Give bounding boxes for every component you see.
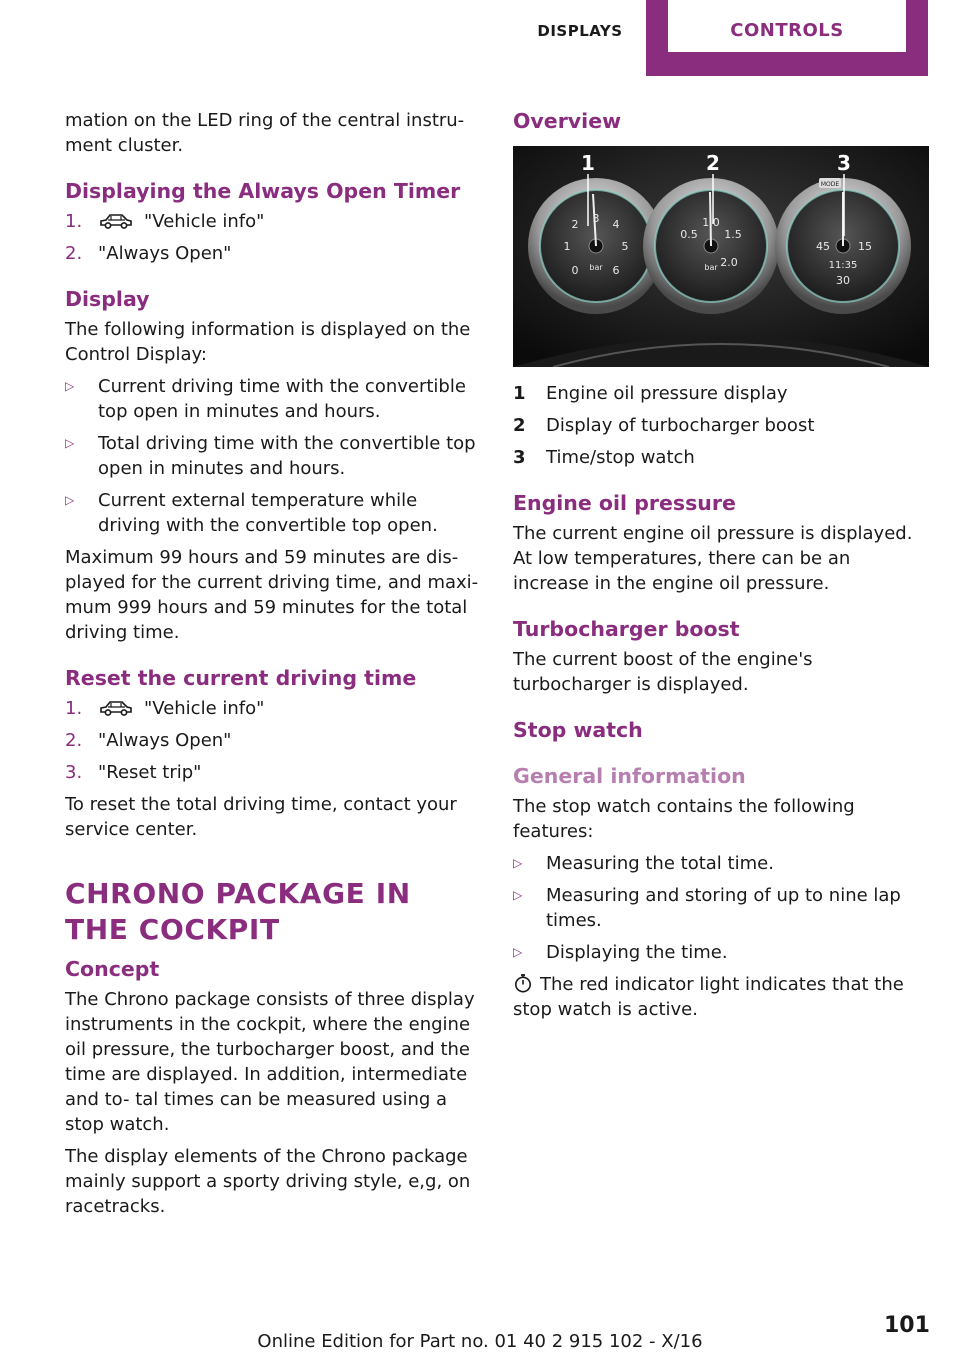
reset-steps [65, 696, 483, 785]
photo-legend [513, 381, 929, 470]
bullet-item [513, 940, 929, 965]
header-chapter: CONTROLS [730, 20, 844, 41]
step-text: "Always Open" [98, 730, 232, 751]
gauge2-tick: 1.0 [702, 216, 720, 229]
gauge3-tick: 15 [858, 240, 872, 253]
step-number: 2. [65, 243, 83, 264]
heading-turbo: Turbocharger boost [513, 617, 740, 641]
triangle-right-icon: ▷ [513, 945, 523, 959]
bullet-text: Measuring and storing of up to nine lap times. [546, 885, 901, 931]
step-content [98, 209, 264, 234]
gauge3-tick: 45 [816, 240, 830, 253]
heading-display: Display [65, 287, 150, 311]
gauge2-tick: 0.5 [680, 228, 698, 241]
gauge2-tick: 2.0 [720, 256, 738, 269]
general-intro: The stop watch contains the following features: [513, 796, 855, 842]
step-item [65, 696, 483, 721]
step-text: "Always Open" [98, 243, 232, 264]
right-column [513, 108, 929, 1029]
display-bullets [65, 374, 483, 538]
step-text: "Vehicle info" [144, 698, 265, 719]
gauge2-unit: bar [704, 263, 718, 272]
chrono-gauges-photo [513, 146, 929, 367]
step-number: 1. [65, 698, 83, 719]
indicator-text: The red indicator light indicates that the stop watch is active. [513, 974, 904, 1020]
heading-reset: Reset the current driving time [65, 666, 417, 690]
bullet-text: Total driving time with the convertible top open in minutes and hours. [98, 433, 476, 479]
heading-chrono: CHRONO PACKAGE IN THE COCKPIT [65, 877, 411, 946]
callout-1: 1 [581, 151, 595, 175]
turbo-text: The current boost of the engine's turbocharger is displayed. [513, 649, 813, 695]
step-item [65, 728, 483, 753]
heading-oil-pressure: Engine oil pressure [513, 491, 736, 515]
indicator-text-block [513, 972, 929, 1022]
gauge1-tick: 1 [563, 240, 571, 253]
car-icon [98, 212, 134, 230]
bullet-text: Measuring the total time. [546, 853, 774, 874]
triangle-right-icon: ▷ [513, 856, 523, 870]
legend-item [513, 381, 929, 406]
callout-2: 2 [706, 151, 720, 175]
heading-stop-watch: Stop watch [513, 718, 643, 742]
bullet-item [65, 374, 483, 424]
triangle-right-icon: ▷ [513, 888, 523, 902]
step-text: "Reset trip" [98, 762, 202, 783]
bullet-item [65, 431, 483, 481]
heading-general-info: General information [513, 764, 746, 788]
heading-concept: Concept [65, 957, 160, 981]
reset-note: To reset the total driving time, contact your service center. [65, 794, 457, 840]
gauge1-tick: 5 [621, 240, 629, 253]
concept-paragraph-2: The display elements of the Chrono package mainly support a sporty driving style, e,g, on racetracks. [65, 1146, 471, 1217]
bullet-item [65, 488, 483, 538]
step-number: 1. [65, 211, 83, 232]
legend-text: Time/stop watch [546, 447, 695, 468]
gauge1-unit: bar [589, 263, 603, 272]
stopwatch-icon [513, 973, 533, 993]
oil-pressure-text: The current engine oil pressure is displayed. At low temperatures, there can be an increase in the engine oil pressure. [513, 523, 913, 594]
step-text: "Vehicle info" [144, 211, 265, 232]
bullet-text: Displaying the time. [546, 942, 728, 963]
intro-text: mation on the LED ring of the central instru- ment cluster. [65, 110, 465, 156]
concept-paragraph-1: The Chrono package consists of three display instruments in the cockpit, where the engine oil pressure, the turbocharger boost, and the time are displayed. In addition, intermediate and to- tal times can be measured using a stop watch. [65, 989, 475, 1135]
bullet-item [513, 883, 929, 933]
gauge3-mode: MODE [820, 181, 840, 188]
car-icon [98, 699, 134, 717]
header-section: DISPLAYS [537, 22, 623, 40]
gauge3-time: 11:35 [828, 260, 858, 271]
display-intro: The following information is displayed on the Control Display: [65, 319, 471, 365]
gauge1-tick: 2 [571, 218, 579, 231]
step-item [65, 209, 483, 234]
step-item [65, 241, 483, 266]
triangle-right-icon: ▷ [65, 436, 75, 450]
triangle-right-icon: ▷ [65, 379, 75, 393]
gauge1-tick: 0 [571, 264, 579, 277]
footer-edition: Online Edition for Part no. 01 40 2 915 102 - X/16 [257, 1331, 703, 1352]
legend-number: 3 [513, 447, 526, 468]
legend-text: Display of turbocharger boost [546, 415, 815, 436]
header-chapter-tab [646, 0, 928, 76]
max-time-text: Maximum 99 hours and 59 minutes are dis- played for the current driving time, and maxi- mum 999 hours and 59 minutes for the total driving time. [65, 547, 479, 643]
triangle-right-icon: ▷ [65, 493, 75, 507]
heading-always-open: Displaying the Always Open Timer [65, 179, 461, 203]
gauge1-tick: 3 [592, 212, 600, 225]
left-column [65, 108, 483, 1226]
gauge1-tick: 6 [612, 264, 620, 277]
legend-number: 1 [513, 383, 526, 404]
step-content [98, 696, 264, 721]
page-number: 101 [884, 1313, 930, 1338]
always-open-steps [65, 209, 483, 266]
bullet-text: Current driving time with the convertible top open in minutes and hours. [98, 376, 466, 422]
heading-overview: Overview [513, 109, 622, 133]
callout-3: 3 [837, 151, 851, 175]
gauge1-tick: 4 [612, 218, 620, 231]
bullet-item [513, 851, 929, 876]
step-number: 3. [65, 762, 83, 783]
bullet-text: Current external temperature while driving with the convertible top open. [98, 490, 438, 536]
legend-number: 2 [513, 415, 526, 436]
gauge2-tick: 1.5 [724, 228, 742, 241]
step-number: 2. [65, 730, 83, 751]
legend-item [513, 445, 929, 470]
header-chapter-inner [668, 0, 906, 52]
legend-text: Engine oil pressure display [546, 383, 788, 404]
feature-bullets [513, 851, 929, 965]
step-item [65, 760, 483, 785]
legend-item [513, 413, 929, 438]
gauge3-tick: 30 [836, 274, 850, 287]
